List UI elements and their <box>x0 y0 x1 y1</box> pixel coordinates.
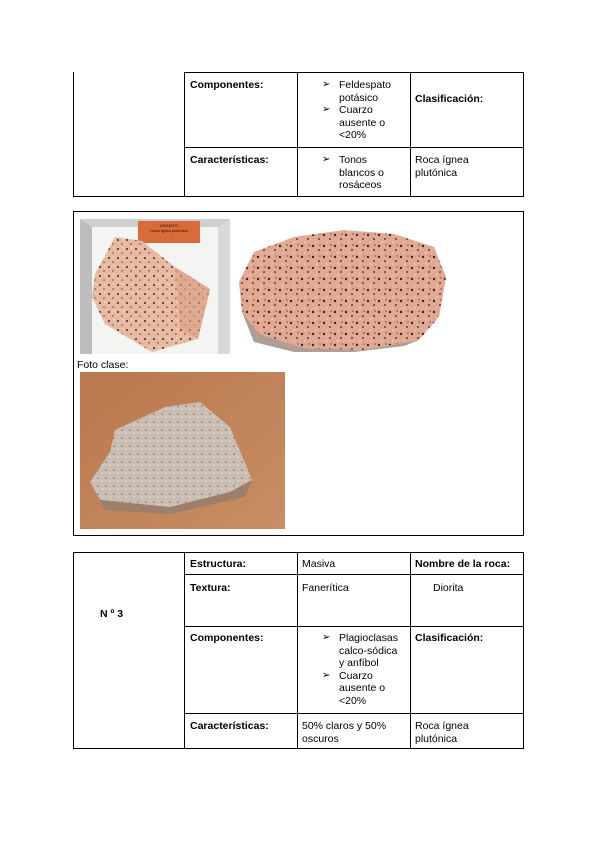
nombre-label: Nombre de la roca: <box>415 558 511 570</box>
caracteristicas-list <box>322 154 397 192</box>
rock-number: N º 3 <box>100 608 124 620</box>
arrow-bullet-icon: ➢ <box>322 79 331 90</box>
componentes-label-2: Componentes: <box>190 632 264 644</box>
estructura-value: Masiva <box>302 558 336 570</box>
list-item: ➢ Tonos blancos o rosáceos <box>322 154 384 191</box>
componentes-list-2 <box>322 632 402 707</box>
rock-photo-class <box>80 372 285 529</box>
arrow-bullet-icon: ➢ <box>322 669 331 681</box>
clasificacion-value: Roca ígnea plutónica <box>415 154 469 179</box>
estructura-label: Estructura: <box>190 558 247 570</box>
componentes-label: Componentes: <box>190 79 264 91</box>
textura-label: Textura: <box>190 582 231 594</box>
rock-photo-granite <box>234 222 450 352</box>
caracteristicas-label: Características: <box>190 154 269 166</box>
textura-value: Fanerítica <box>302 582 349 594</box>
arrow-bullet-icon: ➢ <box>322 154 331 165</box>
list-item: ➢ Plagioclasas calco-sódica y anfíbol <box>322 632 398 669</box>
clasificacion-label-2: Clasificación: <box>415 632 484 644</box>
list-item: ➢ Cuarzo ausente o <20% <box>322 104 386 141</box>
clasificacion-label: Clasificación: <box>415 93 484 105</box>
caracteristicas-label-2: Características: <box>190 720 269 732</box>
photo-caption: Foto clase: <box>77 359 129 371</box>
nombre-value: Diorita <box>433 582 464 594</box>
clasificacion-value-2: Roca ígnea plutónica <box>415 720 469 745</box>
list-item: ➢ Cuarzo ausente o <20% <box>322 669 386 707</box>
caracteristicas-value-2: 50% claros y 50% oscuros <box>302 720 387 745</box>
box-label: GRANITO Roca ígnea plutónica <box>150 223 188 233</box>
rock-photo-box-sample <box>80 219 230 354</box>
componentes-list <box>322 79 402 142</box>
list-item: ➢ Feldespato potásico <box>322 79 391 104</box>
arrow-bullet-icon: ➢ <box>322 104 331 115</box>
arrow-bullet-icon: ➢ <box>322 632 331 643</box>
